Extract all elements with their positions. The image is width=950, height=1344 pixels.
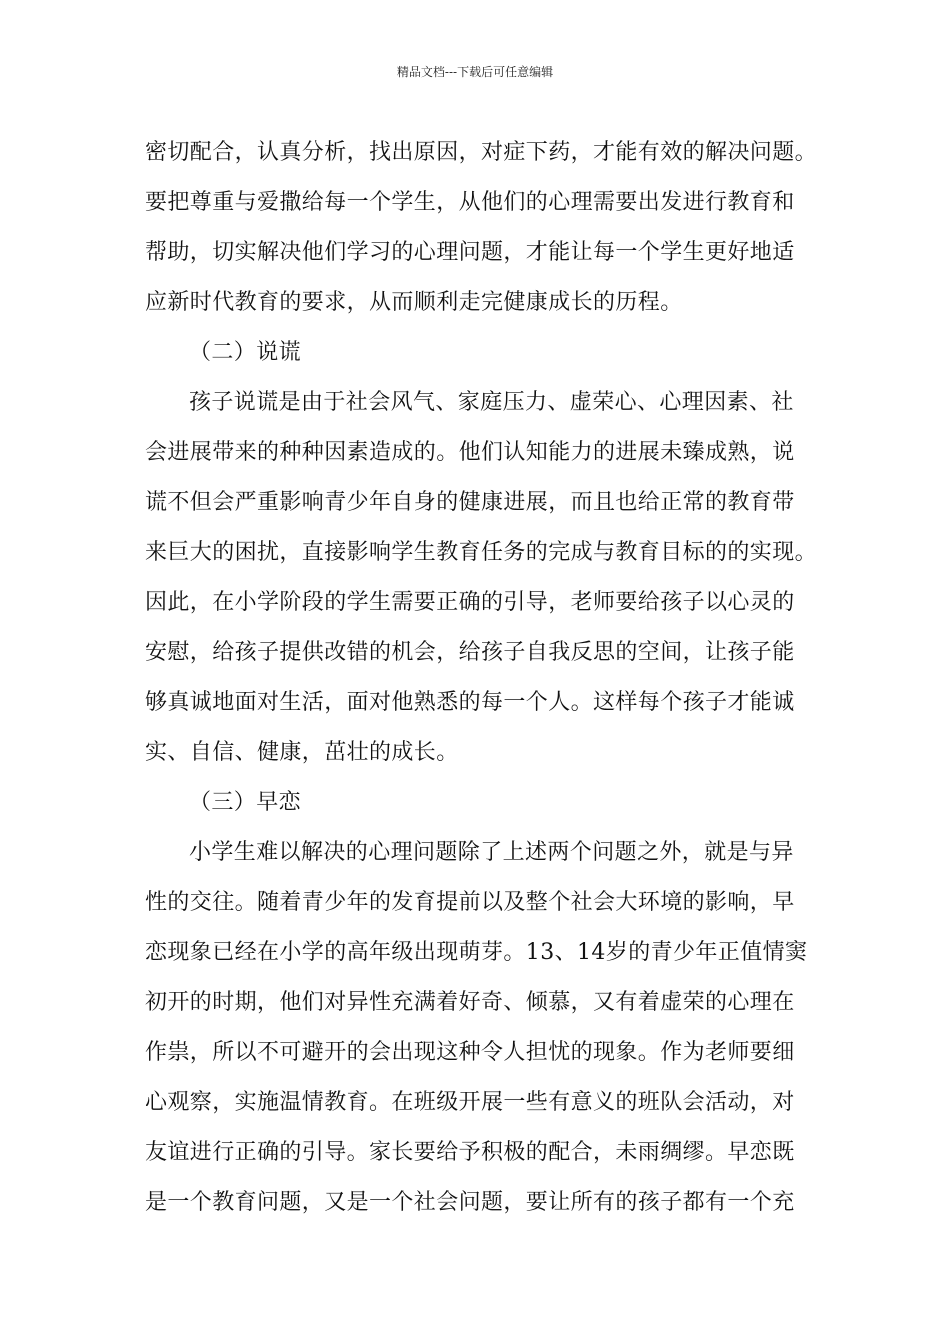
text-line: 谎不但会严重影响青少年自身的健康进展，而且也给正常的教育带 [145, 490, 795, 515]
text-line: 实、自信、健康，茁壮的成长。 [145, 740, 459, 765]
text-line: 心观察，实施温情教育。在班级开展一些有意义的班队会活动，对 [145, 1090, 795, 1115]
text-line: 性的交往。随着青少年的发育提前以及整个社会大环境的影响，早 [145, 890, 795, 915]
text-line: 友谊进行正确的引导。家长要给予积极的配合，未雨绸缪。早恋既 [145, 1140, 795, 1165]
text-line: 来巨大的困扰，直接影响学生教育任务的完成与教育目标的的实现。 [145, 540, 818, 565]
section-heading-lying: （二）说谎 [189, 340, 302, 365]
text-line: 会进展带来的种种因素造成的。他们认知能力的进展未臻成熟，说 [145, 440, 795, 465]
section-heading-puppy-love: （三）早恋 [189, 790, 302, 815]
paragraph-start: 小学生难以解决的心理问题除了上述两个问题之外，就是与异 [189, 840, 794, 865]
text-line: 帮助，切实解决他们学习的心理问题，才能让每一个学生更好地适 [145, 240, 795, 265]
text-line: 安慰，给孩子提供改错的机会，给孩子自我反思的空间，让孩子能 [145, 640, 795, 665]
text-line: 应新时代教育的要求，从而顺利走完健康成长的历程。 [145, 290, 683, 315]
paragraph-start: 孩子说谎是由于社会风气、家庭压力、虚荣心、心理因素、社 [189, 390, 794, 415]
text-line: 够真诚地面对生活，面对他熟悉的每一个人。这样每个孩子才能诚 [145, 690, 795, 715]
text-line: 因此，在小学阶段的学生需要正确的引导，老师要给孩子以心灵的 [145, 590, 795, 615]
page-header: 精品文档---下载后可任意编辑 [396, 65, 554, 79]
text-line: 密切配合，认真分析，找出原因，对症下药，才能有效的解决问题。 [145, 140, 818, 165]
document-body [145, 128, 818, 1228]
text-line: 要把尊重与爱撒给每一个学生，从他们的心理需要出发进行教育和 [145, 190, 795, 215]
text-line: 恋现象已经在小学的高年级出现萌芽。13、14岁的青少年正值情窦 [145, 940, 808, 965]
text-line: 初开的时期，他们对异性充满着好奇、倾慕，又有着虚荣的心理在 [145, 990, 795, 1015]
text-line: 是一个教育问题，又是一个社会问题，要让所有的孩子都有一个充 [145, 1190, 795, 1215]
text-line: 作祟，所以不可避开的会出现这种令人担忧的现象。作为老师要细 [145, 1040, 795, 1065]
